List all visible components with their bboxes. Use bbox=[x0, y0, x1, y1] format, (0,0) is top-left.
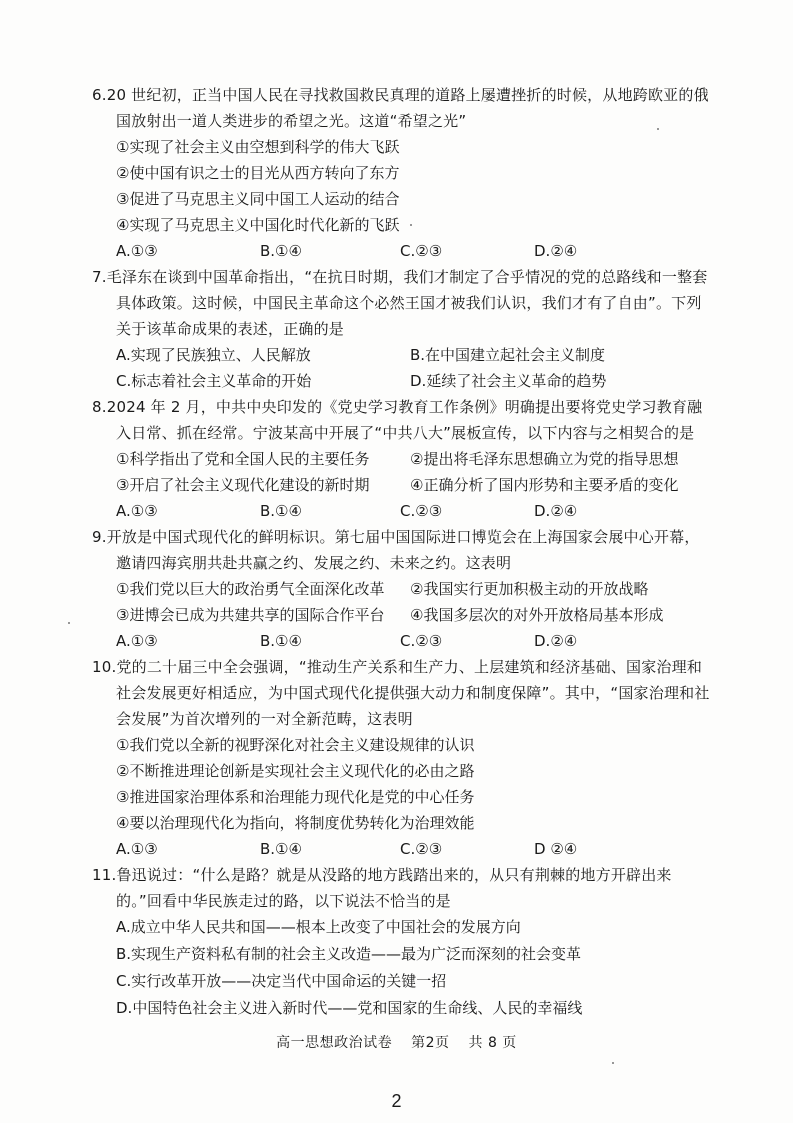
question-9 bbox=[92, 524, 712, 654]
choice-c: C.实行改革开放——决定当代中国命运的关键一招 bbox=[116, 972, 447, 990]
choice-c: C.②③ bbox=[400, 502, 443, 520]
scan-speck bbox=[612, 1062, 614, 1064]
question-stem: 11.鲁迅说过：“什么是路？就是从没路的地方践踏出来的，从只有荆棘的地方开辟出来的。”回看中华民族走过的路，以下说法不恰当的是 bbox=[92, 866, 672, 910]
statement-item: ②使中国有识之士的目光从西方转向了东方 bbox=[116, 164, 400, 182]
choice-d: D.中国特色社会主义进入新时代——党和国家的生命线、人民的幸福线 bbox=[116, 999, 583, 1017]
statement-item: ①我们党以巨大的政治勇气全面深化改革 bbox=[116, 580, 385, 598]
answer-choices bbox=[92, 498, 712, 524]
footer-total: 共 8 页 bbox=[468, 1035, 517, 1051]
statement-item: ②我国实行更加积极主动的开放战略 bbox=[410, 580, 649, 598]
choice-c: C.标志着社会主义革命的开始 bbox=[116, 372, 312, 390]
choice-a: A.①③ bbox=[116, 502, 158, 520]
question-list bbox=[92, 82, 712, 1022]
choice-b: B.①④ bbox=[260, 840, 302, 858]
question-stem: 7.毛泽东在谈到中国革命指出，“在抗日时期，我们才制定了合乎情况的党的总路线和一整套具体政策。这时候，中国民主革命这个必然王国才被我们认识，我们才有了自由”。下列关于该革命成果的表述，正确的是 bbox=[92, 268, 708, 338]
statement-item: ①实现了社会主义由空想到科学的伟大飞跃 bbox=[116, 138, 400, 156]
question-stem: 6.20 世纪初，正当中国人民在寻找救国救民真理的道路上屡遭挫折的时候，从地跨欧亚的俄国放射出一道人类进步的希望之光。这道“希望之光” bbox=[92, 86, 709, 130]
choice-a: A.实现了民族独立、人民解放 bbox=[116, 346, 311, 364]
question-7 bbox=[92, 264, 712, 394]
page-number: 2 bbox=[391, 1091, 402, 1111]
footer-page: 第2页 bbox=[411, 1035, 450, 1051]
statement-item: ②提出将毛泽东思想确立为党的指导思想 bbox=[410, 450, 679, 468]
statement-item: ③进博会已成为共建共享的国际合作平台 bbox=[116, 606, 385, 624]
statement-list bbox=[92, 576, 712, 628]
statement-list bbox=[92, 446, 712, 498]
statement-item: ④实现了马克思主义中国化时代化新的飞跃 bbox=[116, 216, 400, 234]
statement-item: ①科学指出了党和全国人民的主要任务 bbox=[116, 450, 370, 468]
choice-c: C.②③ bbox=[400, 840, 443, 858]
choice-b: B.①④ bbox=[260, 632, 302, 650]
statement-item: ④正确分析了国内形势和主要矛盾的变化 bbox=[410, 476, 679, 494]
scan-speck bbox=[68, 622, 70, 624]
scan-speck bbox=[410, 224, 412, 226]
choice-d: D ②④ bbox=[534, 840, 578, 858]
choice-d: D.②④ bbox=[534, 502, 578, 520]
statement-list bbox=[92, 134, 712, 238]
choice-b: B.①④ bbox=[260, 502, 302, 520]
choice-d: D.②④ bbox=[534, 242, 578, 260]
choice-d: D.②④ bbox=[534, 632, 578, 650]
question-stem: 9.开放是中国式现代化的鲜明标识。第七届中国国际进口博览会在上海国家会展中心开幕，邀请四海宾朋共赴共赢之约、发展之约、未来之约。这表明 bbox=[92, 528, 700, 572]
question-stem: 8.2024 年 2 月，中共中央印发的《党史学习教育工作条例》明确提出要将党史学习教育融入日常、抓在经常。宁波某高中开展了“中共八大”展板宣传，以下内容与之相契合的是 bbox=[92, 398, 703, 442]
choice-a: A.①③ bbox=[116, 242, 158, 260]
choice-c: C.②③ bbox=[400, 242, 443, 260]
statement-item: ①我们党以全新的视野深化对社会主义建设规律的认识 bbox=[116, 736, 475, 754]
answer-choices bbox=[92, 342, 712, 394]
answer-choices bbox=[92, 238, 712, 264]
choice-a: A.成立中华人民共和国——根本上改变了中国社会的发展方向 bbox=[116, 918, 521, 936]
footer-title: 高一思想政治试卷 bbox=[276, 1035, 393, 1051]
statement-item: ③推进国家治理体系和治理能力现代化是党的中心任务 bbox=[116, 788, 475, 806]
answer-choices bbox=[92, 628, 712, 654]
choice-b: B.①④ bbox=[260, 242, 302, 260]
choice-a: A.①③ bbox=[116, 840, 158, 858]
statement-item: ③促进了马克思主义同中国工人运动的结合 bbox=[116, 190, 400, 208]
question-10 bbox=[92, 654, 712, 862]
question-11 bbox=[92, 862, 712, 1022]
statement-item: ②不断推进理论创新是实现社会主义现代化的必由之路 bbox=[116, 762, 475, 780]
choice-a: A.①③ bbox=[116, 632, 158, 650]
choice-d: D.延续了社会主义革命的趋势 bbox=[410, 372, 607, 390]
choice-c: C.②③ bbox=[400, 632, 443, 650]
choice-b: B.实现生产资料私有制的社会主义改造——最为广泛而深刻的社会变革 bbox=[116, 945, 582, 963]
question-6 bbox=[92, 82, 712, 264]
page-footer bbox=[0, 1034, 793, 1052]
choice-b: B.在中国建立起社会主义制度 bbox=[410, 346, 606, 364]
statement-item: ④要以治理现代化为指向，将制度优势转化为治理效能 bbox=[116, 814, 475, 832]
question-8 bbox=[92, 394, 712, 524]
statement-item: ④我国多层次的对外开放格局基本形成 bbox=[410, 606, 664, 624]
statement-item: ③开启了社会主义现代化建设的新时期 bbox=[116, 476, 370, 494]
statement-list bbox=[92, 732, 712, 836]
question-stem: 10.党的二十届三中全会强调，“推动生产关系和生产力、上层建筑和经济基础、国家治理和社会发展更好相适应，为中国式现代化提供强大动力和制度保障”。其中，“国家治理和社会发展”为首次增列的一对全新范畴，这表明 bbox=[92, 658, 710, 728]
answer-choices bbox=[92, 914, 712, 1022]
answer-choices bbox=[92, 836, 712, 862]
scan-speck bbox=[657, 128, 659, 130]
